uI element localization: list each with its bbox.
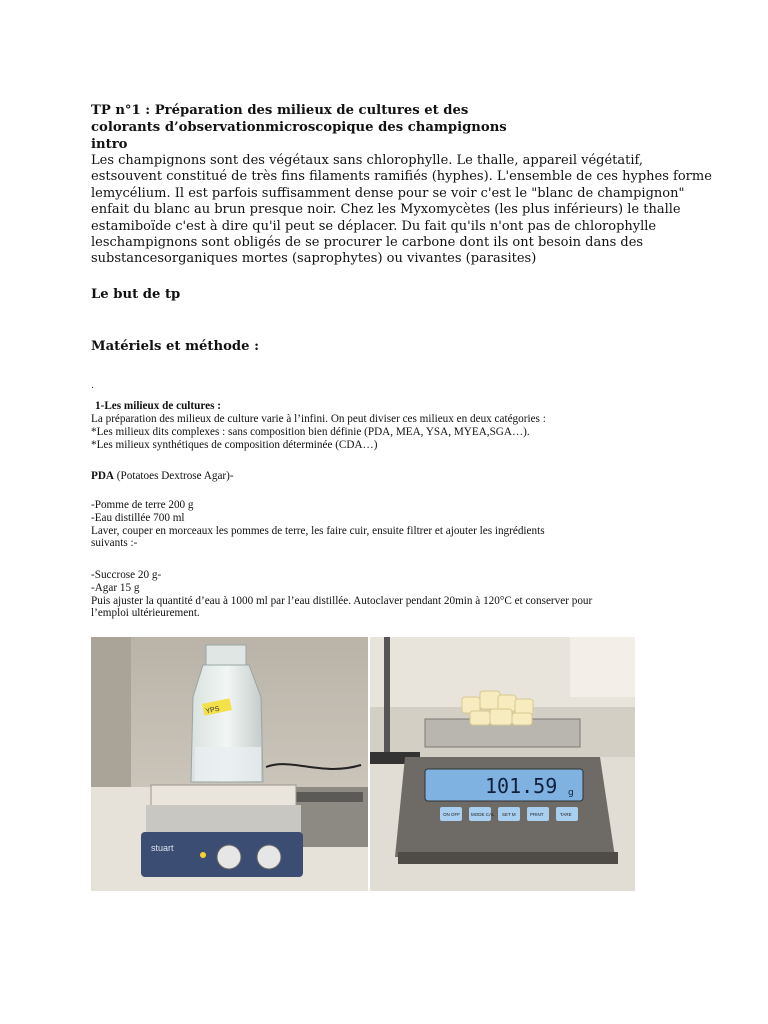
photo-hotplate [91,637,368,891]
title-line-2: colorants d’observationmicroscopique des champignons [91,120,507,135]
scale-button-print: PRINT [530,812,544,817]
intro-line: leschampignons sont obligés de se procurer le carbone dont ils ont besoin dans des [91,235,644,251]
section-line: *Les milieux dits complexes : sans composition bien définie (PDA, MEA, YSA, MYEA,SGA…). [91,425,530,438]
intro-line: substancesorganiques mortes (saprophytes) ou vivantes (parasites) [91,251,537,267]
section-line: La préparation des milieux de culture varie à l’infini. On peut diviser ces milieux en deux catégories : [91,413,546,425]
ingredient-line: suivants :- [91,537,138,550]
ingredient-line: l’emploi ultérieurement. [91,607,200,620]
pda-name: PDA [91,470,114,482]
intro-paragraph [91,153,712,268]
scale-button-mode: MODE CAL [471,812,495,817]
ingredient-line: Puis ajuster la quantité d’eau à 1000 ml par l’eau distillée. Autoclaver pendant 20min à 120°C et conserver pour [91,594,593,607]
ingredient-line: Laver, couper en morceaux les pommes de terre, les faire cuir, ensuite filtrer et ajouter les ingrédients [91,524,545,537]
pda-full: (Potatoes Dextrose Agar)- [114,470,234,482]
scale-button-tare: TARE [560,812,572,817]
title-line-1: TP n°1 : Préparation des milieux de cultures et des [91,103,469,118]
document-title [91,102,691,153]
title-line-3: intro [91,137,128,152]
device-brand-text: stuart [151,843,174,853]
section-body [91,413,711,451]
section-line: *Les milieux synthétiques de composition déterminée (CDA…) [91,438,378,451]
heading-but: Le but de tp [91,287,181,302]
ingredients-list-2 [91,569,711,620]
scale-button-onoff: ON OFF [443,812,460,817]
ingredients-list-1 [91,499,711,550]
heading-materiels: Matériels et méthode : [91,339,259,354]
balance-photo-graphic [370,637,635,891]
photo-balance [370,637,635,891]
ingredient-line: -Pomme de terre 200 g [91,499,194,511]
ingredient-line: -Succrose 20 g- [91,569,162,581]
intro-line: Les champignons sont des végétaux sans chlorophylle. Le thalle, appareil végétatif, [91,153,644,168]
ingredient-line: -Agar 15 g [91,581,140,594]
scale-display-unit: g [568,788,574,798]
intro-line: enfait du blanc au brun presque noir. Chez les Myxomycètes (les plus inférieurs) le thalle [91,202,681,218]
hotplate-photo-graphic [91,637,368,891]
intro-line: estamiboïde c'est à dire qu'il peut se déplacer. Du fait qu'ils n'ont pas de chlorophylle [91,218,657,234]
bottle-label-text: YPS [205,705,221,716]
pda-heading [91,470,711,483]
section-title: 1-Les milieux de cultures : [95,400,221,412]
scale-button-set: SET M [502,812,516,817]
ingredient-line: -Eau distillée 700 ml [91,511,185,524]
intro-line: lemycélium. Il est parfois suffisamment dense pour se voir c'est le "blanc de champignon" [91,185,685,201]
intro-line: estsouvent constitué de très fins filaments ramifiés (hyphes). L'ensemble de ces hyphes forme [91,169,712,185]
scale-display-value: 101.59 [485,774,558,798]
stray-dot: . [91,381,94,391]
